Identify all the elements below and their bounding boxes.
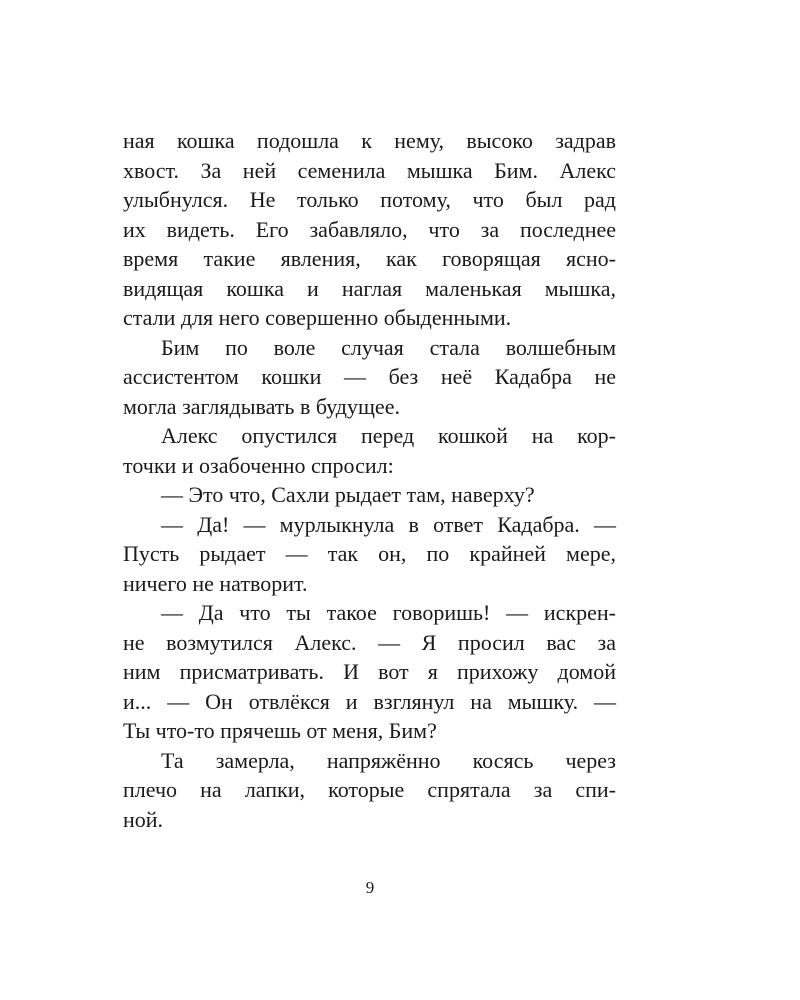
text-line: Бим по воле случая стала волшебным bbox=[161, 334, 616, 360]
page-number: 9 bbox=[365, 878, 375, 897]
text-line: улыбнулся. Не только потому, что был рад bbox=[123, 187, 616, 212]
text-line: точки и озабоченно спросил: bbox=[123, 452, 394, 478]
text-line: — Да что ты такое говоришь! — искрен- bbox=[161, 600, 616, 625]
text-line: Ты что-то прячешь от меня, Бим? bbox=[123, 718, 437, 743]
text-line: — Это что, Сахли рыдает там, наверху? bbox=[161, 482, 535, 507]
text-line: видящая кошка и наглая маленькая мышка, bbox=[123, 275, 616, 301]
text-line: ним присматривать. И вот я прихожу домой bbox=[123, 659, 616, 684]
text-line: их видеть. Его забавляло, что за последнее bbox=[123, 216, 616, 242]
text-line: ной. bbox=[123, 806, 164, 832]
text-line: плечо на лапки, которые спрятала за спи- bbox=[123, 777, 616, 802]
text-line: ничего не натворит. bbox=[123, 570, 308, 596]
text-line: могла заглядывать в будущее. bbox=[123, 393, 400, 419]
text-line: Пусть рыдает — так он, по крайней мере, bbox=[123, 541, 616, 566]
text-line: — Да! — мурлыкнула в ответ Кадабра. — bbox=[161, 511, 616, 537]
text-line: и... — Он отвлёкся и взглянул на мышку. — bbox=[123, 688, 616, 714]
text-line: Та замерла, напряжённо косясь через bbox=[161, 747, 616, 773]
text-line: стали для него совершенно обыденными. bbox=[123, 305, 512, 330]
text-line: не возмутился Алекс. — Я просил вас за bbox=[123, 629, 616, 655]
text-line: время такие явления, как говорящая ясно- bbox=[123, 246, 616, 271]
text-line: ассистентом кошки — без неё Кадабра не bbox=[123, 364, 616, 389]
text-line: Алекс опустился перед кошкой на кор- bbox=[161, 423, 616, 448]
text-line: ная кошка подошла к нему, высоко задрав bbox=[123, 128, 616, 153]
body-text bbox=[123, 126, 616, 834]
text-line: хвост. За ней семенила мышка Бим. Алекс bbox=[123, 157, 616, 183]
